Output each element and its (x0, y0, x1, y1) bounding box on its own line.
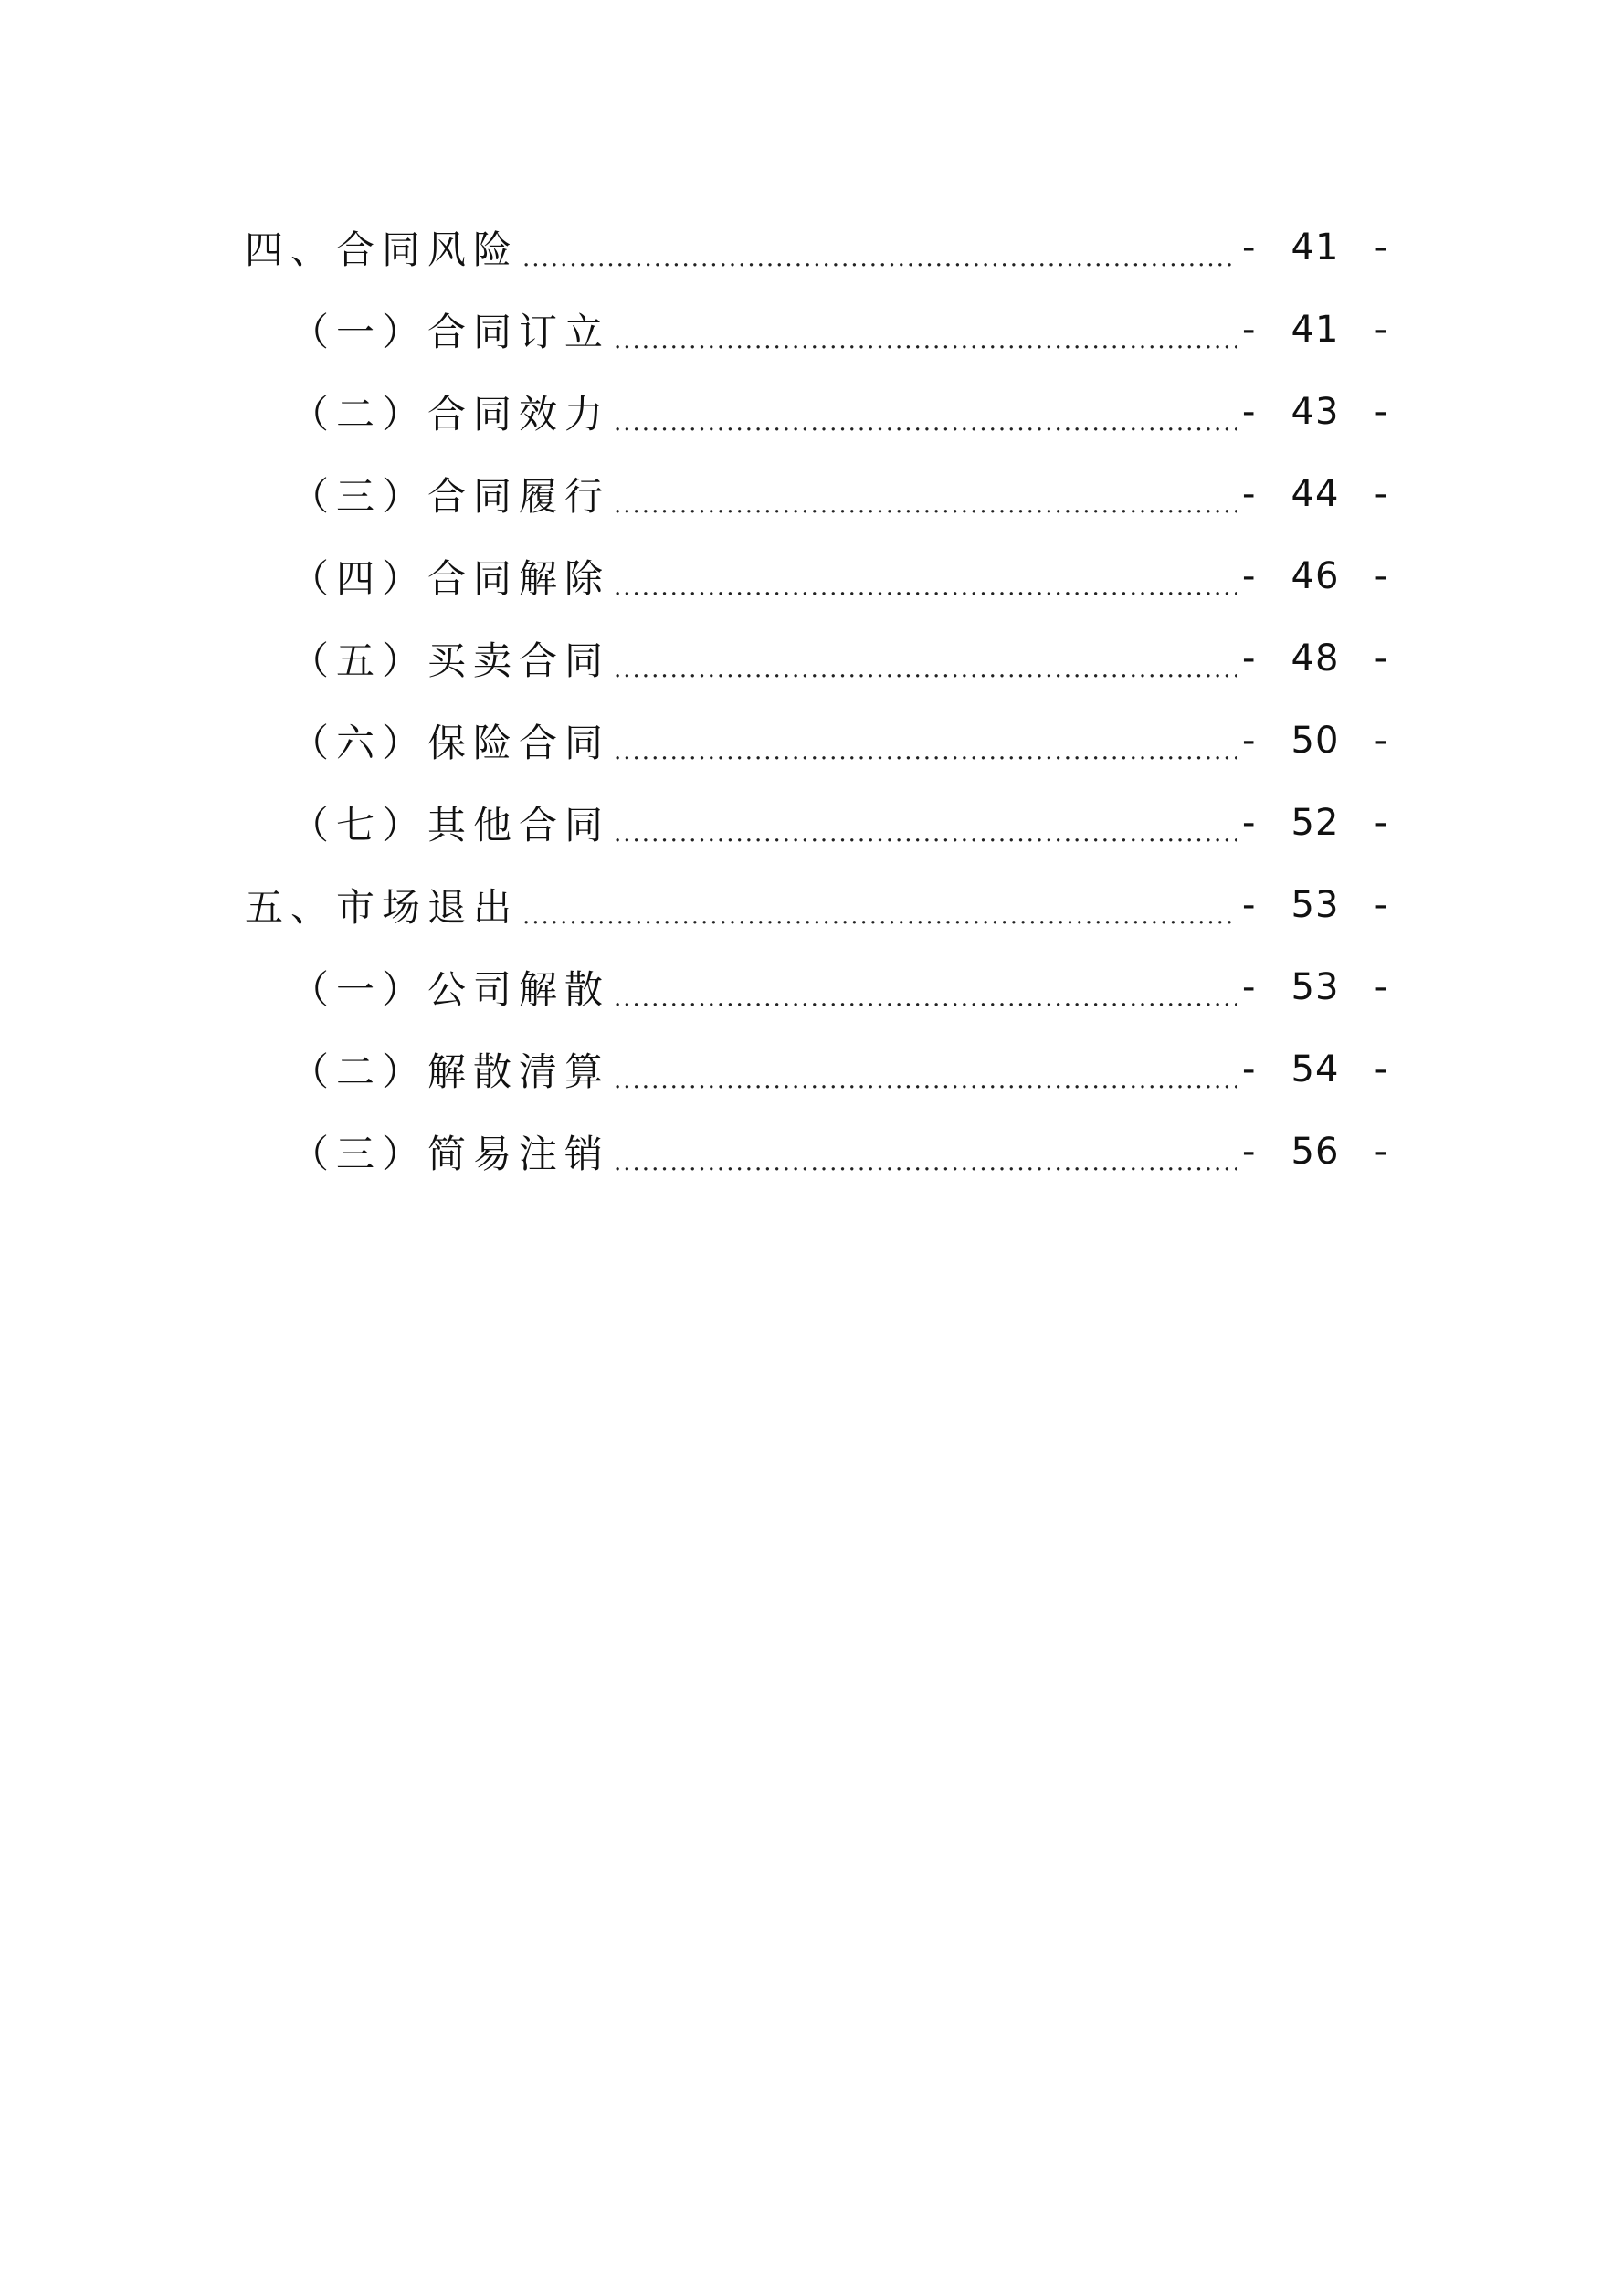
toc-dot-leader (614, 330, 1237, 352)
toc-page-number (1242, 226, 1388, 269)
toc-dot-leader (614, 1069, 1237, 1091)
page-prefix-dash: - (1242, 966, 1257, 1008)
page-prefix-dash: - (1242, 473, 1257, 515)
toc-entry[interactable] (245, 289, 1388, 371)
page-prefix-dash: - (1242, 720, 1257, 762)
page-suffix-dash: - (1374, 637, 1388, 679)
toc-dot-leader (614, 987, 1237, 1009)
toc-entry-title: （三）简易注销 (290, 1132, 611, 1176)
toc-page-number (1242, 966, 1388, 1008)
page-prefix-dash: - (1242, 226, 1257, 269)
toc-dot-leader (522, 248, 1237, 269)
page-suffix-dash: - (1374, 555, 1388, 597)
page-number: 53 (1291, 884, 1340, 926)
toc-entry-title: （五）买卖合同 (290, 638, 611, 683)
toc-entry-title: （二）解散清算 (290, 1049, 611, 1094)
toc-entry[interactable] (245, 206, 1388, 289)
toc-page-number (1242, 720, 1388, 762)
toc-entry-title: （一）公司解散 (290, 967, 611, 1012)
page-number: 41 (1291, 226, 1340, 269)
toc-dot-leader (614, 741, 1237, 763)
page-suffix-dash: - (1374, 720, 1388, 762)
page-number: 43 (1291, 391, 1340, 433)
page-prefix-dash: - (1242, 884, 1257, 926)
toc-page-number (1242, 391, 1388, 433)
toc-dot-leader (614, 658, 1237, 680)
page-suffix-dash: - (1374, 309, 1388, 351)
toc-entry-title: （二）合同效力 (290, 392, 611, 437)
toc-entry[interactable] (245, 782, 1388, 864)
toc-dot-leader (614, 1152, 1237, 1174)
toc-entry-title: 四、合同风险 (245, 227, 520, 272)
page-suffix-dash: - (1374, 391, 1388, 433)
toc-entry[interactable] (245, 1111, 1388, 1193)
toc-entry[interactable] (245, 453, 1388, 535)
toc-entry-title: （七）其他合同 (290, 803, 611, 848)
page-number: 44 (1291, 473, 1340, 515)
toc-entry[interactable] (245, 617, 1388, 700)
page-suffix-dash: - (1374, 226, 1388, 269)
toc-page-number (1242, 1131, 1388, 1173)
toc-page-number (1242, 637, 1388, 679)
page-prefix-dash: - (1242, 555, 1257, 597)
toc-entry[interactable] (245, 535, 1388, 617)
page-prefix-dash: - (1242, 637, 1257, 679)
page-suffix-dash: - (1374, 966, 1388, 1008)
page-suffix-dash: - (1374, 1048, 1388, 1090)
page-number: 46 (1291, 555, 1340, 597)
toc-dot-leader (614, 494, 1237, 516)
page-prefix-dash: - (1242, 309, 1257, 351)
table-of-contents (245, 206, 1388, 1193)
toc-entry-title: （三）合同履行 (290, 474, 611, 519)
toc-dot-leader (614, 576, 1237, 598)
page-number: 41 (1291, 309, 1340, 351)
page-number: 52 (1291, 802, 1340, 844)
page-number: 53 (1291, 966, 1340, 1008)
toc-page-number (1242, 555, 1388, 597)
toc-dot-leader (522, 905, 1237, 927)
page-number: 48 (1291, 637, 1340, 679)
toc-entry[interactable] (245, 864, 1388, 946)
toc-entry[interactable] (245, 700, 1388, 782)
toc-page-number (1242, 1048, 1388, 1090)
toc-page-number (1242, 473, 1388, 515)
page-prefix-dash: - (1242, 1131, 1257, 1173)
toc-dot-leader (614, 823, 1237, 845)
toc-entry[interactable] (245, 371, 1388, 453)
page-suffix-dash: - (1374, 802, 1388, 844)
page-suffix-dash: - (1374, 884, 1388, 926)
toc-entry[interactable] (245, 1028, 1388, 1111)
page-number: 54 (1291, 1048, 1340, 1090)
page-number: 56 (1291, 1131, 1340, 1173)
page-prefix-dash: - (1242, 1048, 1257, 1090)
page-number: 50 (1291, 720, 1340, 762)
toc-page-number (1242, 802, 1388, 844)
toc-entry-title: （一）合同订立 (290, 310, 611, 354)
page-suffix-dash: - (1374, 1131, 1388, 1173)
toc-entry-title: （六）保险合同 (290, 721, 611, 765)
page-suffix-dash: - (1374, 473, 1388, 515)
toc-page-number (1242, 309, 1388, 351)
page-prefix-dash: - (1242, 802, 1257, 844)
page-prefix-dash: - (1242, 391, 1257, 433)
toc-page-number (1242, 884, 1388, 926)
toc-dot-leader (614, 412, 1237, 434)
toc-entry-title: （四）合同解除 (290, 556, 611, 601)
toc-entry-title: 五、市场退出 (245, 885, 520, 930)
toc-entry[interactable] (245, 946, 1388, 1028)
